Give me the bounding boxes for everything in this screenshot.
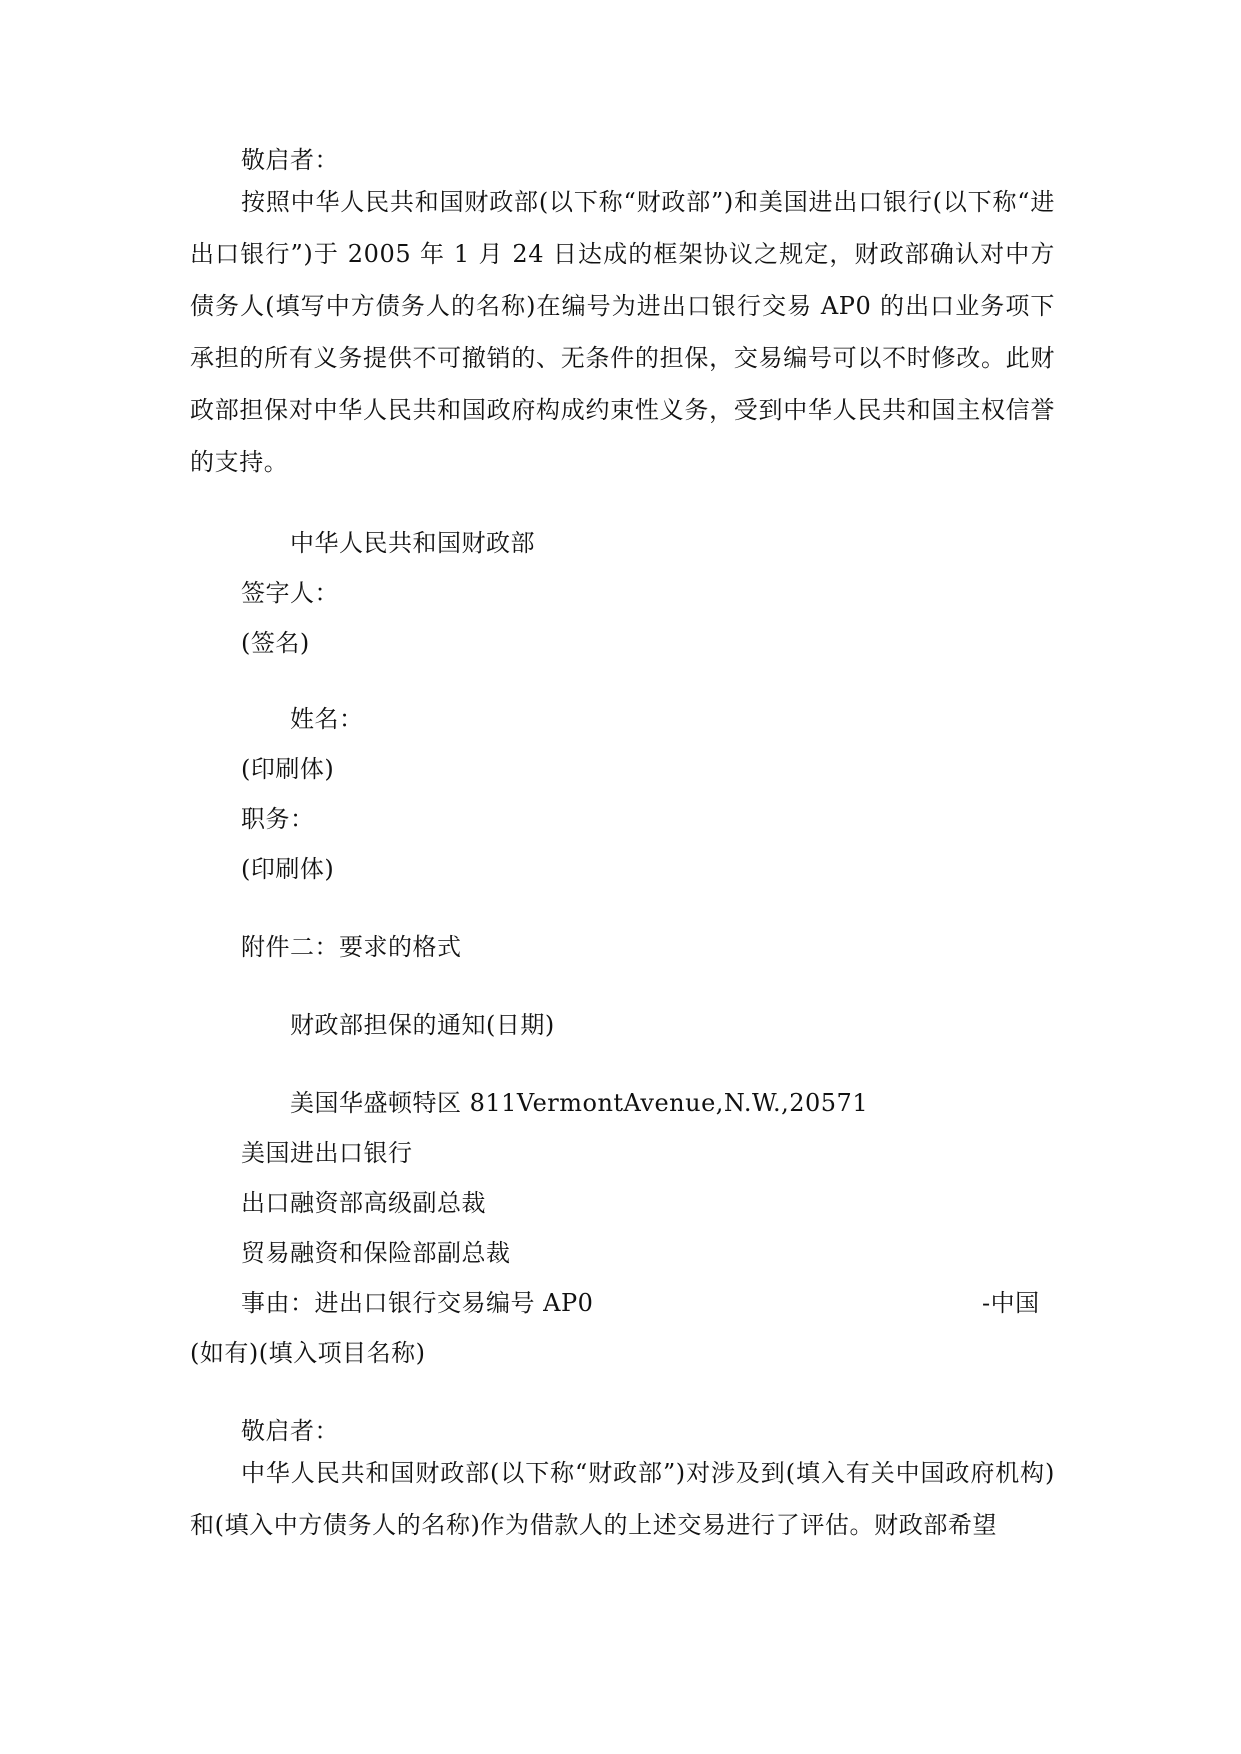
recipient-export-finance: 出口融资部高级副总裁 (241, 1189, 486, 1217)
recipient-bank: 美国进出口银行 (241, 1139, 413, 1167)
attachment-heading: 附件二：要求的格式 (241, 933, 462, 961)
title-label: 职务： (241, 805, 315, 833)
ministry-name: 中华人民共和国财政部 (290, 529, 535, 557)
subject-line: 事由：进出口银行交易编号 AP0 (241, 1289, 594, 1317)
signer-label: 签字人： (241, 579, 339, 607)
recipient-trade-finance: 贸易融资和保险部副总裁 (241, 1239, 511, 1267)
guarantee-body (190, 176, 1055, 488)
notice-title: 财政部担保的通知(日期) (290, 1011, 555, 1039)
evaluation-paragraph: 中华人民共和国财政部(以下称“财政部”)对涉及到(填入有关中国政府机构)和(填入中方债务人的名称)作为借款人的上述交易进行了评估。财政部希望 (190, 1459, 1055, 1539)
subject-note: (如有)(填入项目名称) (190, 1339, 426, 1367)
name-note: (印刷体) (241, 755, 335, 783)
salutation: 敬启者： (241, 146, 339, 174)
address-line: 美国华盛顿特区 811VermontAvenue,N.W.,20571 (290, 1089, 869, 1117)
title-note: (印刷体) (241, 855, 335, 883)
name-label: 姓名： (290, 705, 364, 733)
guarantee-paragraph: 按照中华人民共和国财政部(以下称“财政部”)和美国进出口银行(以下称“进出口银行”)于 2005 年 1 月 24 日达成的框架协议之规定，财政部确认对中方债务人(填写中方债务人的名称)在编号为进出口银行交易 AP0 的出口业务项下承担的所有义务提供不可撤销的、无条件的担保，交易编号可以不时修改。此财政部担保对中华人民共和国政府构成约束性义务，受到中华人民共和国主权信誉的支持。 (190, 188, 1055, 476)
salutation-2: 敬启者： (241, 1417, 339, 1445)
signature-note: (签名) (241, 629, 310, 657)
subject-suffix: -中国 (982, 1289, 1040, 1317)
evaluation-body (190, 1447, 1055, 1551)
